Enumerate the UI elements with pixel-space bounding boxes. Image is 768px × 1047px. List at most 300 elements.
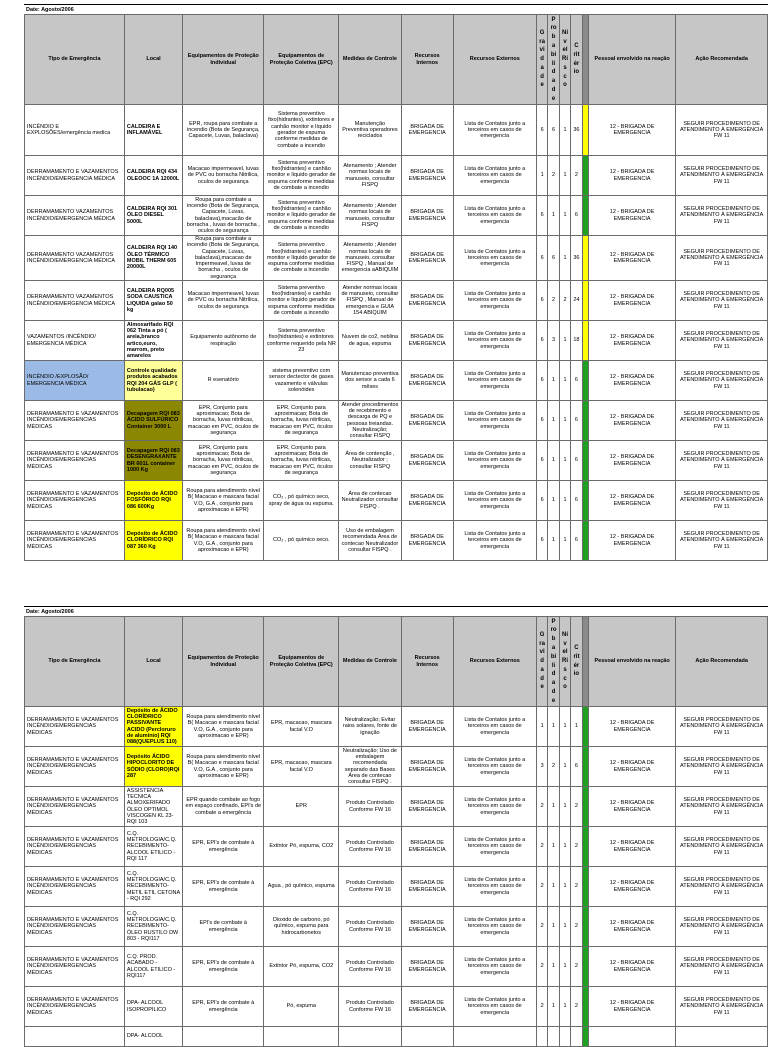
cell-acao: SEGUIR PROCEDIMENTO DE ATENDIMENTO À EMERGÊNCIA FW 11 [676, 156, 768, 196]
cell-epc: CO₂ , pó químico seco. [264, 521, 339, 561]
cell-tipo: DERRAMAMENTO E VAZAMENTOS INCÊNDIO/EMERGENCIAS MÉDICAS [25, 707, 125, 747]
table-row [25, 281, 768, 321]
cell-recursos-externos: Lista de Contatos junto a terceiros em casos de emergencia [453, 987, 536, 1027]
cell-local: C.Q. METROLOGIA/C.Q. RECEBIMENTO- METIL ETIL CETONA - RQI 292 [124, 867, 182, 907]
header-criterio: Critério [571, 617, 582, 707]
cell-probabilidade: 1 [548, 987, 559, 1027]
cell-criterio: 1 [571, 707, 582, 747]
cell-epi: Roupa para atendimento nível B( Macacao e mascara facial V.O, G.A , conjunto para aproximacao e EPR) [183, 707, 264, 747]
cell-probabilidade: 2 [548, 747, 559, 787]
cell-medidas: Atenamento ; Atender normas locais de manuseio, consultar FISPQ , Manual de emergencia aABIQUIM [339, 236, 401, 281]
cell-gravidade: 6 [536, 361, 547, 401]
cell-criterio: 6 [571, 196, 582, 236]
table-row [25, 321, 768, 361]
cell-recursos-externos: Lista de Contatos junto a terceiros em casos de emergencia [453, 827, 536, 867]
cell-probabilidade: 1 [548, 196, 559, 236]
cell-tipo: DERRAMAMENTO E VAZAMENTOS INCÊNDIO/EMERGENCIAS MÉDICAS [25, 747, 125, 787]
cell-probabilidade: 2 [548, 281, 559, 321]
cell-gravidade: 2 [536, 987, 547, 1027]
cell-criterio: 6 [571, 441, 582, 481]
table-row [25, 236, 768, 281]
cell-nivel-risco: 1 [559, 521, 570, 561]
cell-gravidade: 6 [536, 196, 547, 236]
cell-tipo: DERRAMAMENTO E VAZAMENTOS INCÊNDIO/EMERGENCIAS MÉDICAS [25, 827, 125, 867]
cell-local: Almoxarifado RQI 062 Tinta a pó ( areia,branco artico,euro, marrom, preto amarelos [124, 321, 182, 361]
cell-nivel-risco: 1 [559, 105, 570, 156]
header-epi: Equipamentos de Proteção Individual [183, 617, 264, 707]
cell-tipo: DERRAMAMENTO E VAZAMENTOS INCÊNDIO/EMERGENCIAS MÉDICAS [25, 907, 125, 947]
cell-local: CALDEIRA E INFLAMÁVEL [124, 105, 182, 156]
cell-recursos-externos: Lista de Contatos junto a terceiros em casos de emergencia [453, 401, 536, 441]
cell-local: Depósito de ÁCIDO CLORÍDRICO PASSIVANTE ACIDO (Percloruro de aluminio) RQI 088(QUEPLUS 110) [124, 707, 182, 747]
cell-recursos-internos: BRIGADA DE EMERGENCIA [401, 236, 453, 281]
cell-criterio: 2 [571, 827, 582, 867]
cell-nivel-risco: 1 [559, 987, 570, 1027]
header-medidas: Medidas de Controle [339, 15, 401, 105]
date-label: Date: Agosto/2006 [24, 606, 768, 616]
cell-local: Controle qualidade produtos acabados RQI 204 GÁS GLP ( tubulacao) [124, 361, 182, 401]
table-row [25, 196, 768, 236]
table-row [25, 521, 768, 561]
cell-pessoal: 12 - BRIGADA DE EMERGENCIA [588, 867, 675, 907]
cell-epc: Sistema preventivo fixo(hidrantes), extintores e canhão monitor e líquido gerador de espuma conforme medidas de combate a incendio [264, 105, 339, 156]
cell-epi [183, 1027, 264, 1047]
cell-criterio [571, 1027, 582, 1047]
cell-criterio: 6 [571, 521, 582, 561]
cell-pessoal: 12 - BRIGADA DE EMERGENCIA [588, 947, 675, 987]
cell-gravidade: 6 [536, 441, 547, 481]
cell-acao: SEGUIR PROCEDIMENTO DE ATENDIMENTO À EMERGÊNCIA FW 11 [676, 236, 768, 281]
header-acao: Ação Recomendada [676, 617, 768, 707]
cell-tipo: DERRAMAMENTO E VAZAMENTOS INCÊNDIO/EMERGENCIAS MÉDICAS [25, 867, 125, 907]
cell-tipo: DERRAMAMENTO E VAZAMENTOS INCÊNDIO/EMERGENCIAS MÉDICAS [25, 441, 125, 481]
cell-medidas: Atenamento ; Atender normas locais de manuseio, consultar FISPQ [339, 156, 401, 196]
cell-medidas [339, 1027, 401, 1047]
cell-epc: Pó, espuma [264, 987, 339, 1027]
cell-medidas: Produto Controlado Conforme FW 16 [339, 827, 401, 867]
cell-local: Decapagem RQI 083 DESENGRAXANTE BR 601L container 1000 Kg [124, 441, 182, 481]
cell-recursos-externos: Lista de Contatos junto a terceiros em casos de emergencia [453, 105, 536, 156]
cell-recursos-externos: Lista de Contatos junto a terceiros em casos de emergencia [453, 867, 536, 907]
cell-epi: EPR quando combate ao fogo em espaço confinado, EPI's de combate a emergência [183, 787, 264, 827]
header-tipo: Tipo de Emergência [25, 617, 125, 707]
cell-criterio: 36 [571, 236, 582, 281]
cell-gravidade: 3 [536, 747, 547, 787]
cell-tipo: DERRAMAMENTO VAZAMENTOS INCÊNDIO/EMERGENCIA MÉDICA [25, 281, 125, 321]
cell-medidas: Área de contecao Neutralizador consultar FISPQ . [339, 481, 401, 521]
cell-local: CALDEIRA RQ005 SODA CAUSTICA LIQUIDA galao 50 kg [124, 281, 182, 321]
cell-gravidade: 2 [536, 907, 547, 947]
cell-medidas: Produto Controlado Conforme FW 16 [339, 787, 401, 827]
cell-epi: EPR, EPI's de combate à emergência [183, 827, 264, 867]
cell-medidas: Nuvem de co2, neblina de agua, espuma [339, 321, 401, 361]
cell-recursos-internos: BRIGADA DE EMERGENCIA [401, 747, 453, 787]
cell-recursos-externos: Lista de Contatos junto a terceiros em casos de emergencia [453, 441, 536, 481]
table-row [25, 481, 768, 521]
cell-recursos-internos: BRIGADA DE EMERGENCIA [401, 401, 453, 441]
cell-recursos-externos: Lista de Contatos junto a terceiros em casos de emergencia [453, 707, 536, 747]
header-recursos-internos: Recursos Internos [401, 15, 453, 105]
header-local: Local [124, 617, 182, 707]
cell-acao: SEGUIR PROCEDIMENTO DE ATENDIMENTO À EMERGÊNCIA FW 11 [676, 521, 768, 561]
cell-criterio: 18 [571, 321, 582, 361]
cell-recursos-internos: BRIGADA DE EMERGENCIA [401, 947, 453, 987]
cell-local: C.Q. METROLOGIA/C.Q. RECEBIMENTO- ÓLEO RUSTILO DW 803 - RQI117 [124, 907, 182, 947]
cell-criterio: 2 [571, 907, 582, 947]
cell-probabilidade: 1 [548, 867, 559, 907]
cell-tipo: DERRAMAMENTO VAZAMENTOS INCÊNDIO/EMERGENCIA MÉDICA [25, 236, 125, 281]
cell-recursos-internos: BRIGADA DE EMERGENCIA [401, 196, 453, 236]
cell-recursos-internos: BRIGADA DE EMERGENCIA [401, 281, 453, 321]
cell-pessoal: 12 - BRIGADA DE EMERGENCIA [588, 441, 675, 481]
cell-medidas: Produto Controlado Conforme FW 16 [339, 907, 401, 947]
cell-tipo: DERRAMAMENTO VAZAMENTOS INCÊNDIO/EMERGENCIA MÉDICA [25, 196, 125, 236]
cell-probabilidade: 3 [548, 321, 559, 361]
cell-tipo: DERRAMAMENTO E VAZAMENTOS INCÊNDIO/EMERGENCIAS MÉDICAS [25, 947, 125, 987]
cell-probabilidade: 1 [548, 907, 559, 947]
cell-gravidade: 6 [536, 401, 547, 441]
cell-gravidade: 2 [536, 867, 547, 907]
cell-nivel-risco [559, 1027, 570, 1047]
cell-gravidade: 6 [536, 236, 547, 281]
cell-recursos-internos: BRIGADA DE EMERGENCIA [401, 907, 453, 947]
cell-tipo [25, 1027, 125, 1047]
cell-acao: SEGUIR PROCEDIMENTO DE ATENDIMENTO À EMERGÊNCIA FW 11 [676, 196, 768, 236]
cell-criterio: 6 [571, 747, 582, 787]
cell-tipo: INCÊNDIO E EXPLOSÕES/emergência medica [25, 105, 125, 156]
cell-nivel-risco: 1 [559, 321, 570, 361]
cell-epi: Macacao impermeavel, luvas de PVC ou borracha Nitrilica, oculos de segurança [183, 156, 264, 196]
cell-nivel-risco: 1 [559, 441, 570, 481]
cell-acao: SEGUIR PROCEDIMENTO DE ATENDIMENTO À EMERGÊNCIA FW 11 [676, 867, 768, 907]
table-row [25, 441, 768, 481]
cell-nivel-risco: 1 [559, 361, 570, 401]
cell-epc: Dioxido de carbono, pó químico, espuma para hidrocarbonetos [264, 907, 339, 947]
cell-criterio: 6 [571, 401, 582, 441]
cell-nivel-risco: 1 [559, 907, 570, 947]
table-row [25, 156, 768, 196]
cell-pessoal: 12 - BRIGADA DE EMERGENCIA [588, 281, 675, 321]
cell-epi: Roupa para atendimento nível B( Macacao e mascara facial V.O, G.A , conjunto para aproximacao e EPR) [183, 481, 264, 521]
cell-epi: EPR, roupa para combate a incendio (Bota de Segurança, Capacete, Luvas, balaclava) [183, 105, 264, 156]
cell-pessoal [588, 1027, 675, 1047]
cell-nivel-risco: 1 [559, 867, 570, 907]
cell-pessoal: 12 - BRIGADA DE EMERGENCIA [588, 707, 675, 747]
cell-probabilidade: 1 [548, 827, 559, 867]
cell-gravidade: 2 [536, 787, 547, 827]
cell-recursos-internos: BRIGADA DE EMERGENCIA [401, 867, 453, 907]
cell-criterio: 2 [571, 156, 582, 196]
header-acao: Ação Recomendada [676, 15, 768, 105]
cell-tipo: DERRAMAMENTO E VAZAMENTOS INCÊNDIO/EMERGENCIAS MÉDICAS [25, 987, 125, 1027]
cell-tipo: DERRAMAMENTO E VAZAMENTOS INCÊNDIO/EMERGENCIAS MÉDICAS [25, 401, 125, 441]
header-criterio: Critério [571, 15, 582, 105]
cell-recursos-externos: Lista de Contatos junto a terceiros em casos de emergencia [453, 481, 536, 521]
cell-epi: EPR, Conjunto para aproximacao; Bota de borracha, luvas nitrilicas, macacao em PVC, óculos de segurança [183, 441, 264, 481]
cell-recursos-externos: Lista de Contatos junto a terceiros em casos de emergencia [453, 907, 536, 947]
cell-local: C.Q. METROLOGIA/C.Q. RECEBIMENTO- ALCOOL ETILICO - RQI 117 [124, 827, 182, 867]
cell-acao: SEGUIR PROCEDIMENTO DE ATENDIMENTO À EMERGÊNCIA FW 11 [676, 321, 768, 361]
cell-probabilidade: 6 [548, 236, 559, 281]
cell-probabilidade: 1 [548, 947, 559, 987]
cell-probabilidade: 1 [548, 401, 559, 441]
cell-nivel-risco: 2 [559, 281, 570, 321]
table-row [25, 361, 768, 401]
header-recursos-internos: Recursos Internos [401, 617, 453, 707]
cell-epc: Sistema preventivo fixo(hidrantes) e canhão monitor e líquido gerador de espuma conforme medidas de combate a incendio [264, 236, 339, 281]
cell-recursos-internos: BRIGADA DE EMERGENCIA [401, 105, 453, 156]
cell-epi: Roupa para atendimento nível B( Macacao e mascara facial V.O, G.A , conjunto para aproximacao e EPR) [183, 521, 264, 561]
cell-epc: sistema preventivo com sensor dectector de gases vazamento e válvulas solenóides [264, 361, 339, 401]
cell-local: C.Q. PROD. ACABADO - ALCOOL ETILICO - RQI117 [124, 947, 182, 987]
header-row [25, 617, 768, 707]
cell-epc: EPR, Conjunto para aproximacao; Bota de borracha, luvas nitrilicas, macacao em PVC, óculos de segurança [264, 401, 339, 441]
header-probabilidade: Probabilidade [548, 617, 559, 707]
cell-criterio: 6 [571, 361, 582, 401]
cell-recursos-internos: BRIGADA DE EMERGENCIA [401, 521, 453, 561]
cell-recursos-externos: Lista de Contatos junto a terceiros em casos de emergencia [453, 236, 536, 281]
cell-acao: SEGUIR PROCEDIMENTO DE ATENDIMENTO À EMERGÊNCIA FW 11 [676, 827, 768, 867]
cell-medidas: Produto Controlado Conforme FW 16 [339, 987, 401, 1027]
table-row [25, 787, 768, 827]
table-row [25, 947, 768, 987]
cell-probabilidade [548, 1027, 559, 1047]
cell-pessoal: 12 - BRIGADA DE EMERGENCIA [588, 521, 675, 561]
cell-local: ASSISTENCIA TECNICA ALMOXERIFADO ÓLEO OPTIMOL VISCOGEN KL 23- RQI 103 [124, 787, 182, 827]
cell-criterio: 36 [571, 105, 582, 156]
header-epc: Equipamentos de Proteção Coletiva (EPC) [264, 15, 339, 105]
table-row [25, 707, 768, 747]
header-recursos-externos: Recursos Externos [453, 15, 536, 105]
header-row [25, 15, 768, 105]
cell-acao: SEGUIR PROCEDIMENTO DE ATENDIMENTO À EMERGÊNCIA FW 11 [676, 361, 768, 401]
cell-medidas: Neutralização; Evitar raios solares, fonte de ignação [339, 707, 401, 747]
cell-criterio: 2 [571, 867, 582, 907]
cell-local: Decapagem RQI 083 ÁCIDO SULFÚRICO Container 3000 L [124, 401, 182, 441]
header-gravidade: Gravidade [536, 617, 547, 707]
cell-local: CALDEIRA RQI 301 ÓLEO DIESEL 5000L [124, 196, 182, 236]
header-local: Local [124, 15, 182, 105]
cell-pessoal: 12 - BRIGADA DE EMERGENCIA [588, 236, 675, 281]
risk-table-1 [24, 14, 768, 561]
cell-pessoal: 12 - BRIGADA DE EMERGENCIA [588, 361, 675, 401]
cell-gravidade: 2 [536, 947, 547, 987]
cell-recursos-internos: BRIGADA DE EMERGENCIA [401, 707, 453, 747]
cell-nivel-risco: 1 [559, 401, 570, 441]
header-probabilidade: Probabilidade [548, 15, 559, 105]
cell-acao: SEGUIR PROCEDIMENTO DE ATENDIMENTO À EMERGÊNCIA FW 11 [676, 707, 768, 747]
cell-medidas: Atender normas locais de manuseio, consultar FISPQ , Manual de emergencia e GUIA 154 ABIQUIM [339, 281, 401, 321]
header-medidas: Medidas de Controle [339, 617, 401, 707]
header-pessoal: Pessoal envolvido na reação [588, 617, 675, 707]
cell-nivel-risco: 1 [559, 707, 570, 747]
cell-recursos-externos [453, 1027, 536, 1047]
table-row [25, 867, 768, 907]
cell-epc: Extintor Pó, espuma, CO2 [264, 947, 339, 987]
cell-epc: CO₂ , pó químico seco, spray de água ou espuma. [264, 481, 339, 521]
cell-local: Depósito ÁCIDO HIPOCLORITO DE SÓDIO (CLORO)RQI 287 [124, 747, 182, 787]
header-pessoal: Pessoal envolvido na reação [588, 15, 675, 105]
table-row [25, 401, 768, 441]
cell-epc: EPR, Conjunto para aproximacao; Bota de borracha, luvas nitrilicas, macacao em PVC, óculos de segurança [264, 441, 339, 481]
cell-acao: SEGUIR PROCEDIMENTO DE ATENDIMENTO À EMERGÊNCIA FW 11 [676, 947, 768, 987]
header-gravidade: Gravidade [536, 15, 547, 105]
cell-medidas: Uso de embalagem recomendada Área de contecao Neutralizador consultar FISPQ . [339, 521, 401, 561]
cell-criterio: 2 [571, 787, 582, 827]
cell-pessoal: 12 - BRIGADA DE EMERGENCIA [588, 787, 675, 827]
header-nivel-risco: Nível Risco [559, 15, 570, 105]
header-recursos-externos: Recursos Externos [453, 617, 536, 707]
cell-epc: Sistema preventivo fixo(hidrantes) e canhão monitor e líquido gerador de espuma conforme medidas de combate a incendio [264, 156, 339, 196]
cell-acao [676, 1027, 768, 1047]
cell-medidas: Manutencao preventiva dos sensor a cada 6 mêses [339, 361, 401, 401]
cell-gravidade: 6 [536, 521, 547, 561]
cell-tipo: DERRAMAMENTO E VAZAMENTOS INCÊNDIO/EMERGENCIA MÉDICA [25, 156, 125, 196]
cell-recursos-internos: BRIGADA DE EMERGENCIA [401, 787, 453, 827]
cell-epc: Sistema preventivo fixo(hidrantes) e canhão monitor e líquido gerador de espuma conforme medidas de combate a incendio [264, 196, 339, 236]
cell-acao: SEGUIR PROCEDIMENTO DE ATENDIMENTO À EMERGÊNCIA FW 11 [676, 747, 768, 787]
cell-probabilidade: 1 [548, 481, 559, 521]
cell-recursos-externos: Lista de Contatos junto a terceiros em casos de emergencia [453, 196, 536, 236]
cell-acao: SEGUIR PROCEDIMENTO DE ATENDIMENTO À EMERGÊNCIA FW 11 [676, 987, 768, 1027]
cell-epi: Roupa para combate a incendio (Bota de Segurança, Capacete, Luvas, balaclava),macacao de Impermeavel, luvas de borracha , oculos de segurança [183, 236, 264, 281]
cell-nivel-risco: 1 [559, 156, 570, 196]
cell-local: Depósito de ÁCIDO FOSFÓRICO RQI 086 600Kg [124, 481, 182, 521]
cell-recursos-externos: Lista de Contatos junto a terceiros em casos de emergencia [453, 281, 536, 321]
cell-pessoal: 12 - BRIGADA DE EMERGENCIA [588, 321, 675, 361]
header-tipo: Tipo de Emergência [25, 15, 125, 105]
cell-gravidade: 6 [536, 105, 547, 156]
cell-epi: Equipamento autônomo de respiração [183, 321, 264, 361]
cell-tipo: DERRAMAMENTO E VAZAMENTOS INCÊNDIO/EMERGENCIAS MÉDICAS [25, 481, 125, 521]
cell-recursos-internos: BRIGADA DE EMERGENCIA [401, 361, 453, 401]
cell-recursos-internos: BRIGADA DE EMERGENCIA [401, 441, 453, 481]
cell-criterio: 6 [571, 481, 582, 521]
cell-epc: EPR [264, 787, 339, 827]
cell-epc: EPR, macacao, mascara facial V.O [264, 747, 339, 787]
cell-pessoal: 12 - BRIGADA DE EMERGENCIA [588, 747, 675, 787]
cell-nivel-risco: 1 [559, 747, 570, 787]
cell-acao: SEGUIR PROCEDIMENTO DE ATENDIMENTO À EMERGÊNCIA FW 11 [676, 907, 768, 947]
cell-local: DPA- ALCOOL ISOPROPILICO [124, 987, 182, 1027]
risk-table-2 [24, 616, 768, 1047]
cell-acao: SEGUIR PROCEDIMENTO DE ATENDIMENTO À EMERGÊNCIA FW 11 [676, 787, 768, 827]
cell-recursos-externos: Lista de Contatos junto a terceiros em casos de emergencia [453, 947, 536, 987]
cell-nivel-risco: 1 [559, 827, 570, 867]
table-row [25, 105, 768, 156]
cell-recursos-internos: BRIGADA DE EMERGENCIA [401, 827, 453, 867]
cell-gravidade: 1 [536, 707, 547, 747]
cell-probabilidade: 1 [548, 521, 559, 561]
cell-medidas: Neutralização; Uso de embalagem recomendada separado das Bases Área de contecao consultar FISPQ . [339, 747, 401, 787]
cell-pessoal: 12 - BRIGADA DE EMERGENCIA [588, 987, 675, 1027]
cell-probabilidade: 1 [548, 787, 559, 827]
cell-probabilidade: 1 [548, 707, 559, 747]
cell-local: CALDEIRA RQI 434 OLEOOC 1A 12000L [124, 156, 182, 196]
cell-medidas: Atenamento ; Atender normas locais de manuseio, consultar FISPQ [339, 196, 401, 236]
cell-pessoal: 12 - BRIGADA DE EMERGENCIA [588, 105, 675, 156]
cell-gravidade: 6 [536, 321, 547, 361]
cell-acao: SEGUIR PROCEDIMENTO DE ATENDIMENTO À EMERGÊNCIA FW 11 [676, 441, 768, 481]
cell-epc [264, 1027, 339, 1047]
table-row [25, 747, 768, 787]
cell-recursos-externos: Lista de Contatos junto a terceiros em casos de emergencia [453, 747, 536, 787]
cell-recursos-externos: Lista de Contatos junto a terceiros em casos de emergencia [453, 361, 536, 401]
cell-gravidade: 6 [536, 281, 547, 321]
cell-gravidade [536, 1027, 547, 1047]
cell-nivel-risco: 1 [559, 481, 570, 521]
cell-epi: R esenatório [183, 361, 264, 401]
cell-probabilidade: 2 [548, 156, 559, 196]
cell-recursos-externos: Lista de Contatos junto a terceiros em casos de emergencia [453, 787, 536, 827]
cell-pessoal: 12 - BRIGADA DE EMERGENCIA [588, 156, 675, 196]
cell-nivel-risco: 1 [559, 196, 570, 236]
cell-nivel-risco: 1 [559, 787, 570, 827]
header-epi: Equipamentos de Proteção Individual [183, 15, 264, 105]
cell-acao: SEGUIR PROCEDIMENTO DE ATENDIMENTO À EMERGÊNCIA FW 11 [676, 105, 768, 156]
cell-recursos-externos: Lista de Contatos junto a terceiros em casos de emergencia [453, 321, 536, 361]
cell-gravidade: 1 [536, 156, 547, 196]
cell-acao: SEGUIR PROCEDIMENTO DE ATENDIMENTO À EMERGÊNCIA FW 11 [676, 281, 768, 321]
cell-epc: Agua , pó químico, espuma [264, 867, 339, 907]
cell-pessoal: 12 - BRIGADA DE EMERGENCIA [588, 401, 675, 441]
cell-acao: SEGUIR PROCEDIMENTO DE ATENDIMENTO À EMERGÊNCIA FW 11 [676, 481, 768, 521]
cell-recursos-internos: BRIGADA DE EMERGENCIA [401, 987, 453, 1027]
cell-local: DPA- ALCOOL [124, 1027, 182, 1047]
cell-pessoal: 12 - BRIGADA DE EMERGENCIA [588, 827, 675, 867]
cell-recursos-externos: Lista de Contatos junto a terceiros em casos de emergencia [453, 521, 536, 561]
cell-epi: EPR, EPI's de combate à emergência [183, 987, 264, 1027]
header-nivel-risco: Nível Risco [559, 617, 570, 707]
cell-epi: Roupa para combate a incendio (Bota de Segurança, Capacete, Luvas, balaclava),macacão de borracha , luvas de borracha , oculos de segurança [183, 196, 264, 236]
cell-tipo: DERRAMAMENTO E VAZAMENTOS INCÊNDIO/EMERGENCIAS MÉDICAS [25, 787, 125, 827]
cell-epi: EPI's de combate à emergência [183, 907, 264, 947]
cell-gravidade: 2 [536, 827, 547, 867]
table-row [25, 1027, 768, 1047]
cell-recursos-internos: BRIGADA DE EMERGENCIA [401, 321, 453, 361]
cell-medidas: Manutenção Preventiva operadores reciclados [339, 105, 401, 156]
cell-nivel-risco: 1 [559, 947, 570, 987]
cell-medidas: Produto Controlado Conforme FW 16 [339, 947, 401, 987]
cell-epi: EPR, EPI's de combate à emergência [183, 867, 264, 907]
cell-medidas: Atender procedimentos de recebimento e descarga de PQ e pessoas treiandas. Neutralização; consultar FISPQ [339, 401, 401, 441]
cell-recursos-internos: BRIGADA DE EMERGENCIA [401, 156, 453, 196]
cell-medidas: Produto Controlado Conforme FW 16 [339, 867, 401, 907]
cell-pessoal: 12 - BRIGADA DE EMERGENCIA [588, 481, 675, 521]
table-row [25, 907, 768, 947]
cell-epc: Sistema preventivo fixo(hidrantes) e extintores conforme requerido pela NR 23 [264, 321, 339, 361]
date-label: Date: Agosto/2006 [24, 4, 768, 14]
cell-epi: EPR, Conjunto para aproximacao; Bota de borracha, luvas nitrilicas, macacao em PVC, óculos de segurança [183, 401, 264, 441]
cell-epi: Macacao impermeavel, luvas de PVC ou borracha Nitrílica, oculos de segurança [183, 281, 264, 321]
cell-criterio: 24 [571, 281, 582, 321]
cell-nivel-risco: 1 [559, 236, 570, 281]
cell-tipo: INCÊNDIO /EXPLOSÃO/ EMERGENCIA MÉDICA [25, 361, 125, 401]
cell-probabilidade: 6 [548, 105, 559, 156]
cell-gravidade: 6 [536, 481, 547, 521]
table-row [25, 987, 768, 1027]
header-epc: Equipamentos de Proteção Coletiva (EPC) [264, 617, 339, 707]
cell-epi: EPR, EPI's de combate à emergência [183, 947, 264, 987]
cell-probabilidade: 1 [548, 361, 559, 401]
cell-local: Depósito de ÁCIDO CLORÍDRICO RQI 087 360 Kg [124, 521, 182, 561]
cell-recursos-externos: Lista de Contatos junto a terceiros em casos de emergencia [453, 156, 536, 196]
cell-criterio: 2 [571, 987, 582, 1027]
cell-epi: Roupa para atendimento nível B( Macacao e mascara facial V.O, G.A , conjunto para aproximacao e EPR) [183, 747, 264, 787]
cell-local: CALDEIRA RQI 140 ÓLEO TÉRMICO MOBIL THERM 605 20000L [124, 236, 182, 281]
cell-tipo: VAZAMENTOS /INCÊNDIO/ EMERGENCIA MÉDICA [25, 321, 125, 361]
cell-criterio: 2 [571, 947, 582, 987]
